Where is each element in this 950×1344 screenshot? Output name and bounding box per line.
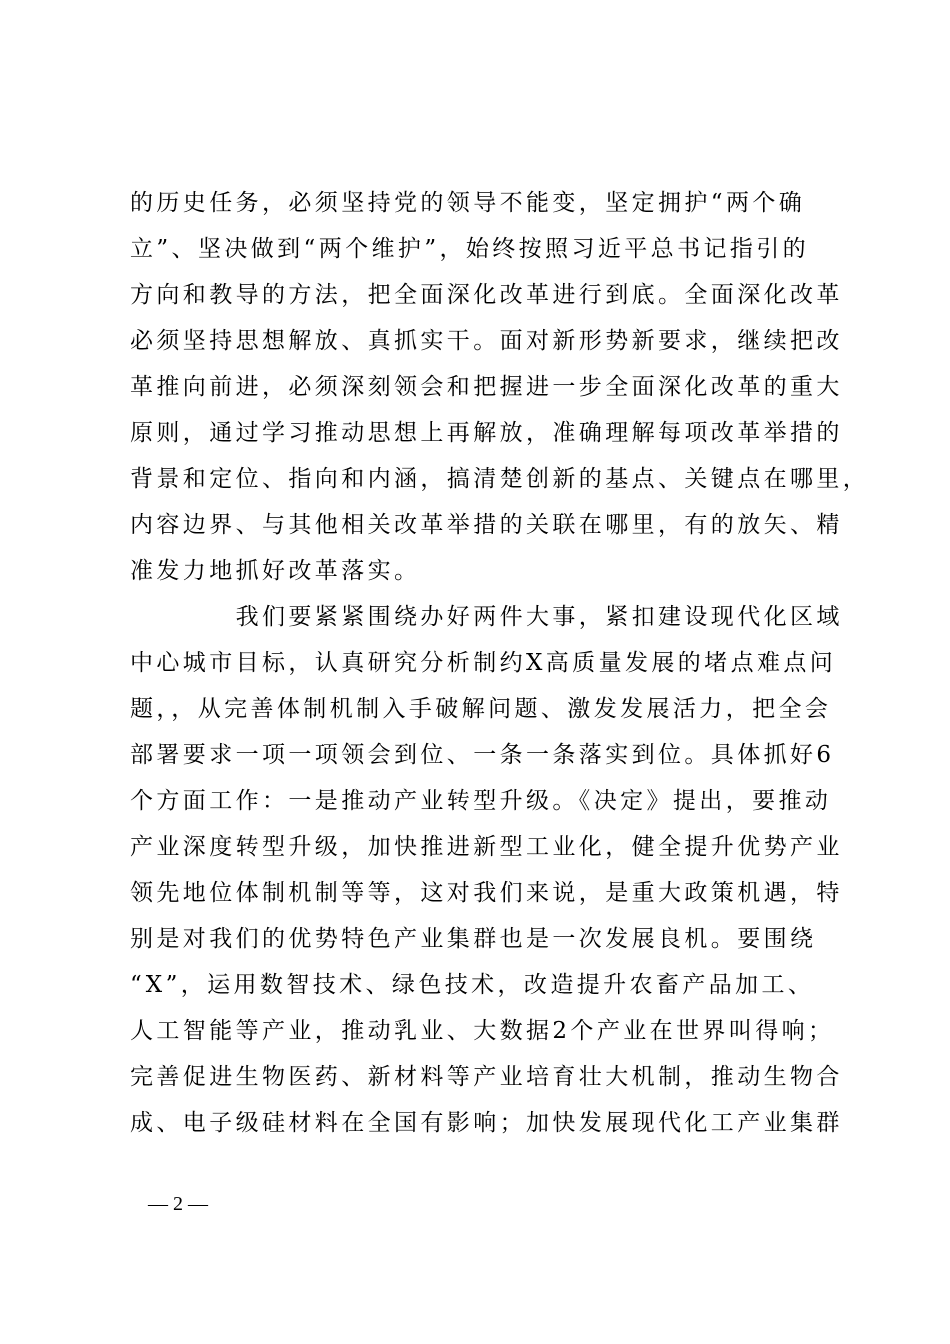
text-line: 部署要求一项一项领会到位、一条一条落实到位。具体抓好6: [130, 742, 835, 768]
text-line: “X”，运用数智技术、绿色技术，改造提升农畜产品加工、: [130, 972, 815, 998]
text-line: 产业深度转型升级，加快推进新型工业化，健全提升优势产业: [130, 834, 843, 860]
paragraph-1: [130, 180, 870, 594]
text-line: 准发力地抓好改革落实。: [130, 558, 421, 584]
text-line: 我们要紧紧围绕办好两件大事，紧扣建设现代化区域: [130, 604, 843, 630]
text-line: 完善促进生物医药、新材料等产业培育壮大机制，推动生物合: [130, 1064, 843, 1090]
text-line: 人工智能等产业，推动乳业、大数据2个产业在世界叫得响；: [130, 1018, 835, 1044]
text-line: 原则，通过学习推动思想上再解放，准确理解每项改革举措的: [130, 420, 843, 446]
text-line: 革推向前进，必须深刻领会和把握进一步全面深化改革的重大: [130, 374, 843, 400]
text-line: 别是对我们的优势特色产业集群也是一次发展良机。要围绕: [130, 926, 817, 952]
text-line: 领先地位体制机制等等，这对我们来说，是重大政策机遇，特: [130, 880, 843, 906]
text-line: 题，，从完善体制机制入手破解问题、激发发展活力，把全会: [130, 696, 832, 722]
text-line: 成、电子级硅材料在全国有影响；加快发展现代化工产业集群: [130, 1110, 843, 1136]
text-line: 内容边界、与其他相关改革举措的关联在哪里，有的放矢、精: [130, 512, 843, 538]
page-number: — 2 —: [148, 1193, 208, 1215]
text-line: 背景和定位、指向和内涵，搞清楚创新的基点、关键点在哪里，: [130, 466, 870, 492]
text-line: 中心城市目标，认真研究分析制约X高质量发展的堵点难点问: [130, 650, 837, 676]
text-line: 立”、坚决做到“两个维护”，始终按照习近平总书记指引的: [130, 236, 810, 262]
text-line: 的历史任务，必须坚持党的领导不能变，坚定拥护“两个确: [130, 190, 806, 216]
text-line: 个方面工作：一是推动产业转型升级。《决定》提出，要推动: [130, 788, 832, 814]
text-line: 必须坚持思想解放、真抓实干。面对新形势新要求，继续把改: [130, 328, 843, 354]
paragraph-2: [130, 594, 843, 1146]
text-line: 方向和教导的方法，把全面深化改革进行到底。全面深化改革: [130, 282, 843, 308]
